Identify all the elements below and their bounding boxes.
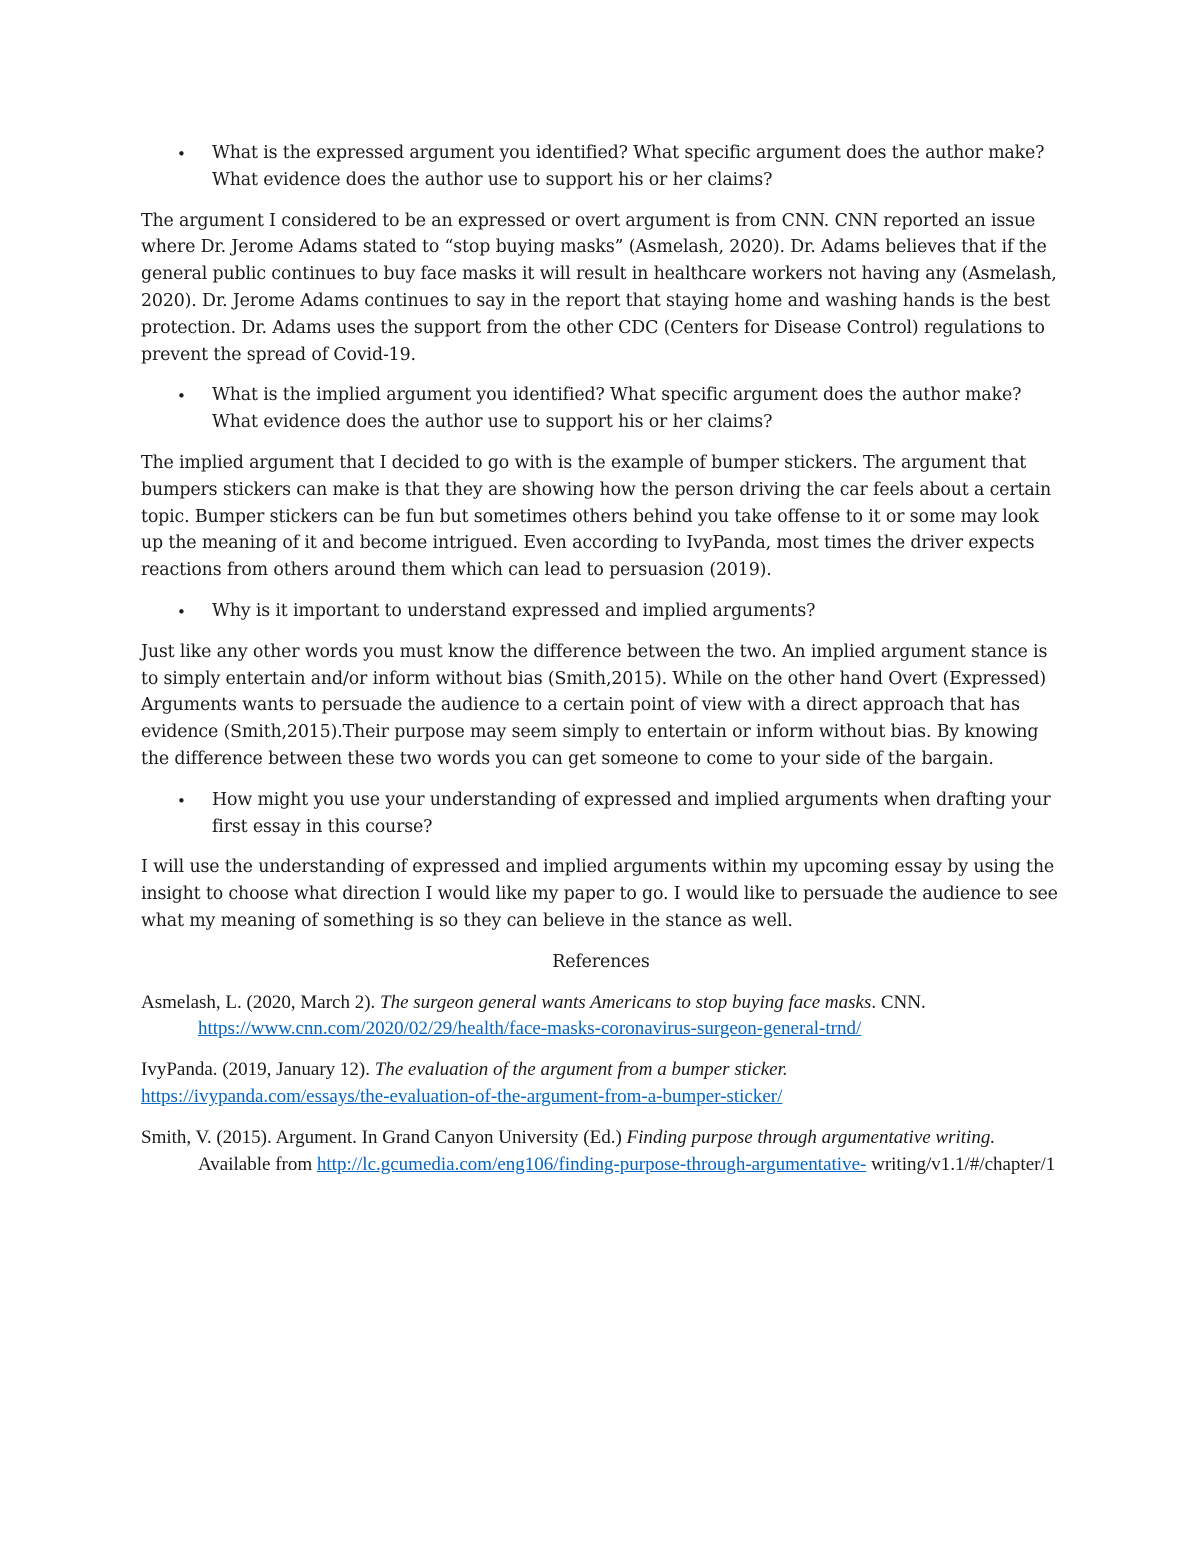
answer-paragraph: I will use the understanding of expressed and implied arguments within my upcoming essay by using the insight to choose what direction I would like my paper to go. I would like to persuade the audience to see what my meaning of something is so they can believe in the stance as well. bbox=[141, 857, 1058, 931]
reference-entry bbox=[141, 1057, 1061, 1111]
answer-paragraph: The argument I considered to be an expressed or overt argument is from CNN. CNN reported an issue where Dr. Jerome Adams stated to “stop buying masks” (Asmelash, 2020). Dr. Adams believes that if the general public continues to buy face masks it will result in healthcare workers not having any (Asmelash, 2020). Dr. Jerome Adams continues to say in the report that staying home and washing hands is the best protection. Dr. Adams uses the support from the other CDC (Centers for Disease Control) regulations to prevent the spread of Covid-19. bbox=[141, 210, 1057, 365]
bullet-icon: • bbox=[177, 387, 186, 406]
reference-entry bbox=[141, 1125, 1061, 1179]
question-bullet bbox=[141, 598, 1061, 625]
reference-trail: Available from bbox=[198, 1153, 317, 1175]
question-text: How might you use your understanding of expressed and implied arguments when drafting your first essay in this course? bbox=[212, 789, 1051, 837]
question-text: Why is it important to understand expressed and implied arguments? bbox=[212, 600, 816, 621]
references-heading: References bbox=[552, 951, 650, 972]
question-bullet bbox=[141, 787, 1061, 841]
bullet-icon: • bbox=[177, 602, 186, 621]
reference-entry bbox=[141, 990, 1061, 1044]
reference-title: The evaluation of the argument from a bumper sticker. bbox=[374, 1059, 788, 1081]
reference-lead: IvyPanda. (2019, January 12). bbox=[141, 1059, 375, 1081]
question-bullet bbox=[141, 140, 1061, 194]
reference-link[interactable]: https://ivypanda.com/essays/the-evaluation-of-the-argument-from-a-bumper-sticker/ bbox=[141, 1085, 783, 1107]
bullet-icon: • bbox=[177, 791, 186, 810]
reference-title: Finding purpose through argumentative writing. bbox=[626, 1126, 996, 1148]
reference-link[interactable]: https://www.cnn.com/2020/02/29/health/face-masks-coronavirus-surgeon-general-trnd/ bbox=[198, 1018, 862, 1040]
answer-paragraph: The implied argument that I decided to go with is the example of bumper stickers. The argument that bumpers stickers can make is that they are showing how the person driving the car feels about a certain topic. Bumper stickers can be fun but sometimes others behind you take offense to it or some may look up the meaning of it and become intrigued. Even according to IvyPanda, most times the driver expects reactions from others around them which can lead to persuasion (2019). bbox=[141, 452, 1051, 581]
bullet-icon: • bbox=[177, 145, 186, 163]
question-text: What is the implied argument you identified? What specific argument does the author make? What evidence does the author use to support his or her claims? bbox=[212, 385, 1022, 433]
document-page bbox=[141, 140, 1061, 1192]
reference-title: The surgeon general wants Americans to stop buying face masks bbox=[380, 991, 872, 1013]
reference-trail: . CNN. bbox=[871, 991, 926, 1013]
reference-tail: writing/v1.1/#/chapter/1 bbox=[871, 1153, 1056, 1175]
reference-lead: Asmelash, L. (2020, March 2). bbox=[141, 991, 381, 1013]
reference-lead: Smith, V. (2015). Argument. In Grand Canyon University (Ed.) bbox=[141, 1126, 627, 1148]
reference-link[interactable]: http://lc.gcumedia.com/eng106/finding-purpose-through-argumentative- bbox=[316, 1153, 867, 1175]
answer-paragraph: Just like any other words you must know the difference between the two. An implied argument stance is to simply entertain and/or inform without bias (Smith,2015). While on the other hand Overt (Expressed) Arguments wants to persuade the audience to a certain point of view with a direct approach that has evidence (Smith,2015).Their purpose may seem simply to entertain or inform without bias. By knowing the difference between these two words you can get someone to come to your side of the bargain. bbox=[141, 641, 1048, 769]
question-text: What is the expressed argument you identified? What specific argument does the author make? What evidence does the author use to support his or her claims? bbox=[212, 143, 1045, 190]
question-bullet bbox=[141, 382, 1061, 436]
